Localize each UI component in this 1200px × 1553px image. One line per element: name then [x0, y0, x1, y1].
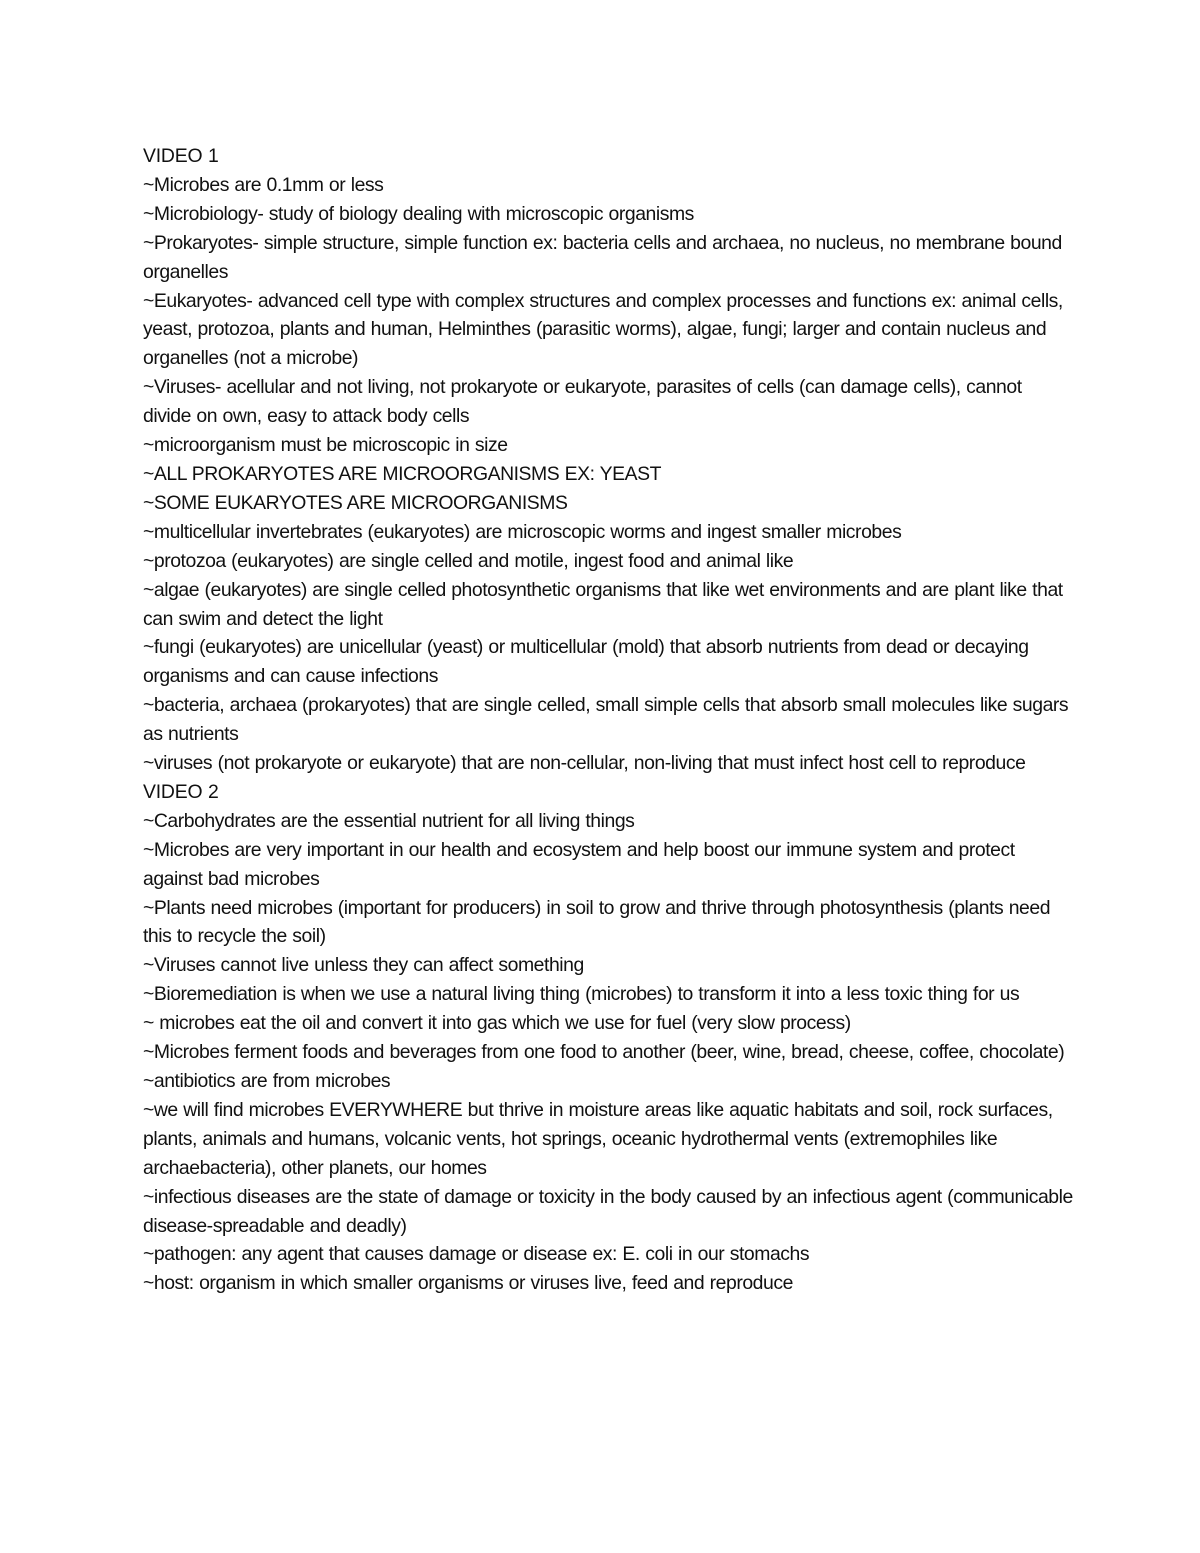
- note-line: ~microorganism must be microscopic in size: [143, 434, 508, 457]
- note-line: ~Carbohydrates are the essential nutrient for all living things: [143, 809, 635, 832]
- note-line: ~Microbes are 0.1mm or less: [143, 173, 384, 196]
- note-line: ~bacteria, archaea (prokaryotes) that are single celled, small simple cells that absorb small molecules like sugars as nutrients: [143, 694, 1069, 746]
- note-line: ~Microbes ferment foods and beverages from one food to another (beer, wine, bread, cheese, coffee, chocolate): [143, 1041, 1065, 1064]
- note-line: ~Prokaryotes- simple structure, simple function ex: bacteria cells and archaea, no nucleus, no membrane bound organelles: [143, 231, 1062, 283]
- note-line: ~fungi (eukaryotes) are unicellular (yeast) or multicellular (mold) that absorb nutrients from dead or decaying organisms and can cause infections: [143, 636, 1029, 688]
- note-line: ~multicellular invertebrates (eukaryotes) are microscopic worms and ingest smaller microbes: [143, 520, 902, 543]
- note-line: ~ microbes eat the oil and convert it into gas which we use for fuel (very slow process): [143, 1012, 851, 1035]
- note-line: ~viruses (not prokaryote or eukaryote) that are non-cellular, non-living that must infect host cell to reproduce: [143, 752, 1026, 775]
- note-line: ~protozoa (eukaryotes) are single celled and motile, ingest food and animal like: [143, 549, 794, 572]
- note-line: ~algae (eukaryotes) are single celled photosynthetic organisms that like wet environments and are plant like that can swim and detect the light: [143, 578, 1063, 630]
- note-line: ~infectious diseases are the state of damage or toxicity in the body caused by an infectious agent (communicable disease-spreadable and deadly): [143, 1185, 1073, 1237]
- note-line: ~host: organism in which smaller organisms or viruses live, feed and reproduce: [143, 1272, 793, 1295]
- note-line: ~pathogen: any agent that causes damage or disease ex: E. coli in our stomachs: [143, 1243, 810, 1266]
- note-line: ~SOME EUKARYOTES ARE MICROORGANISMS: [143, 491, 568, 514]
- note-line: ~Bioremediation is when we use a natural living thing (microbes) to transform it into a less toxic thing for us: [143, 983, 1020, 1006]
- note-line: ~antibiotics are from microbes: [143, 1070, 391, 1092]
- note-line: ~Viruses cannot live unless they can affect something: [143, 954, 584, 977]
- note-line: ~Eukaryotes- advanced cell type with complex structures and complex processes and functions ex: animal cells, yeast, protozoa, plants and human, Helminthes (parasitic worms), algae, fungi; larger and contain nucleus and organelles (not a microbe): [143, 289, 1063, 370]
- note-line: ~ALL PROKARYOTES ARE MICROORGANISMS EX: YEAST: [143, 462, 661, 485]
- note-line: ~we will find microbes EVERYWHERE but thrive in moisture areas like aquatic habitats and soil, rock surfaces, plants, animals and humans, volcanic vents, hot springs, oceanic hydrothermal vents (extremophiles like archaebacteria), other planets, our homes: [143, 1098, 1053, 1179]
- note-line: ~Microbes are very important in our health and ecosystem and help boost our immune system and protect against bad microbes: [143, 838, 1015, 890]
- note-line: ~Plants need microbes (important for producers) in soil to grow and thrive through photosynthesis (plants need this to recycle the soil): [143, 896, 1051, 948]
- note-line: ~Microbiology- study of biology dealing with microscopic organisms: [143, 202, 694, 225]
- section-heading-video-2: VIDEO 2: [143, 780, 219, 803]
- section-heading-video-1: VIDEO 1: [143, 145, 219, 167]
- document-body: [143, 142, 1073, 1298]
- note-line: ~Viruses- acellular and not living, not prokaryote or eukaryote, parasites of cells (can damage cells), cannot divide on own, easy to attack body cells: [143, 376, 1022, 428]
